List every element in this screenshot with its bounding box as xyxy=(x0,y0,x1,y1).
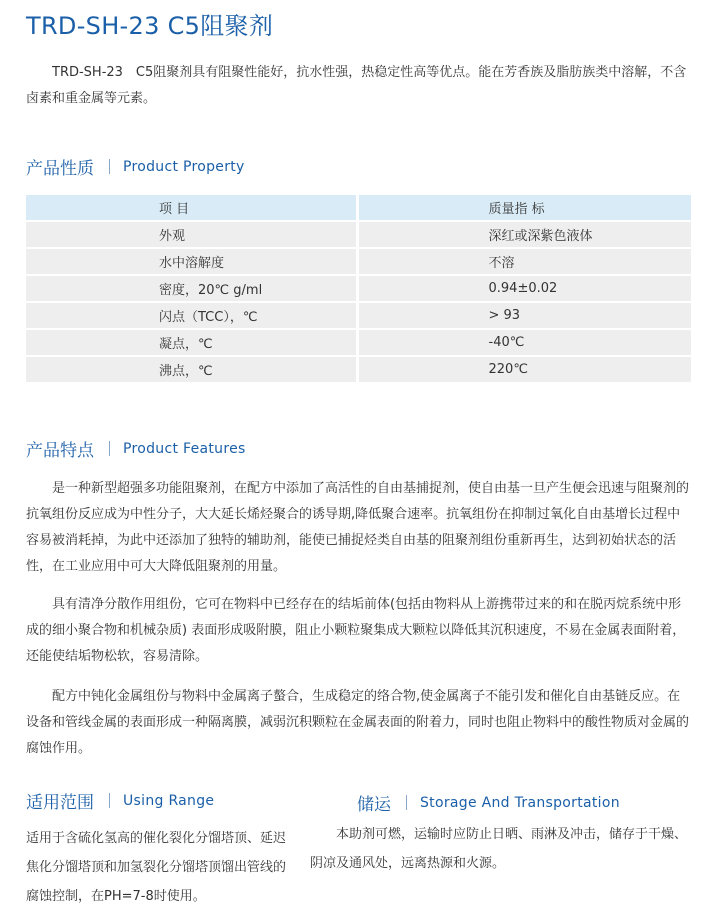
heading-divider xyxy=(109,159,110,174)
features-paragraph-3: 配方中钝化金属组份与物料中金属离子螯合，生成稳定的络合物,使金属离子不能引发和催化自由基链反应。在设备和管线金属的表面形成一种隔离膜，减弱沉积颗粒在金属表面的附着力，同时也阻止物料中的酸性物质对金属的腐蚀作用。 xyxy=(26,689,690,756)
section-title-cn: 适用范围 xyxy=(26,793,94,813)
row-spec: -40℃ xyxy=(359,330,692,355)
heading-divider xyxy=(109,441,110,456)
table-row xyxy=(26,303,691,328)
row-item: 闪点（TCC），℃ xyxy=(26,303,359,328)
section-title-cn: 产品性质 xyxy=(26,159,94,179)
table-header-row xyxy=(26,195,691,220)
section-title-en: Using Range xyxy=(123,792,215,809)
section-heading-features xyxy=(26,436,246,461)
row-item: 凝点，℃ xyxy=(26,330,359,355)
section-title-en: Product Property xyxy=(123,158,245,175)
table-row xyxy=(26,222,691,247)
row-item: 沸点，℃ xyxy=(26,357,359,382)
section-title-en: Product Features xyxy=(123,440,246,457)
section-heading-storage xyxy=(357,790,620,815)
section-title-en: Storage And Transportation xyxy=(420,794,620,811)
features-paragraph-1: 是一种新型超强多功能阻聚剂，在配方中添加了高活性的自由基捕捉剂，使自由基一旦产生便会迅速与阻聚剂的抗氧组份反应成为中性分子，大大延长烯烃聚合的诱导期,降低聚合速率。抗氧组份在抑制过氧化自由基增长过程中容易被消耗掉，为此中还添加了独特的辅助剂，能使已捕捉烃类自由基的阻聚剂组份重新再生，达到初始状态的活性，在工业应用中可大大降低阻聚剂的用量。 xyxy=(26,481,690,574)
row-item: 水中溶解度 xyxy=(26,249,359,274)
heading-divider xyxy=(406,795,407,810)
row-item: 密度，20℃ g/ml xyxy=(26,276,359,301)
table-row xyxy=(26,276,691,301)
row-spec: 不溶 xyxy=(359,249,692,274)
storage-text: 本助剂可燃，运输时应防止日晒、雨淋及冲击，储存于干燥、阴凉及通风处，远离热源和火源。 xyxy=(310,827,688,871)
row-spec: 0.94±0.02 xyxy=(359,276,692,301)
section-title-cn: 产品特点 xyxy=(26,441,94,461)
header-spec: 质量指 标 xyxy=(359,195,692,220)
row-spec: 220℃ xyxy=(359,357,692,382)
row-spec: > 93 xyxy=(359,303,692,328)
page-title: TRD-SH-23 C5阻聚剂 xyxy=(26,12,274,40)
table-row xyxy=(26,249,691,274)
table-row xyxy=(26,357,691,382)
section-title-cn: 储运 xyxy=(357,795,391,815)
row-item: 外观 xyxy=(26,222,359,247)
property-table xyxy=(26,193,691,384)
header-item: 项 目 xyxy=(26,195,359,220)
intro-paragraph: TRD-SH-23 C5阻聚剂具有阻聚性能好，抗水性强，热稳定性高等优点。能在芳香族及脂肪族类中溶解，不含卤素和重金属等元素。 xyxy=(26,65,687,106)
section-heading-range xyxy=(26,788,214,813)
features-paragraph-2: 具有清净分散作用组份，它可在物料中已经存在的结垢前体(包括由物料从上游携带过来的和在脱丙烷系统中形成的细小聚合物和机械杂质) 表面形成吸附膜，阻止小颗粒聚集成大颗粒以降低其沉积速度，不易在金属表面附着，还能使结垢物松软，容易清除。 xyxy=(26,597,686,664)
table-row xyxy=(26,330,691,355)
section-heading-property xyxy=(26,154,245,179)
heading-divider xyxy=(109,793,110,808)
row-spec: 深红或深紫色液体 xyxy=(359,222,692,247)
range-text: 适用于含硫化氢高的催化裂化分馏塔顶、延迟焦化分馏塔顶和加氢裂化分馏塔顶馏出管线的腐蚀控制，在PH=7-8时使用。 xyxy=(26,831,287,904)
